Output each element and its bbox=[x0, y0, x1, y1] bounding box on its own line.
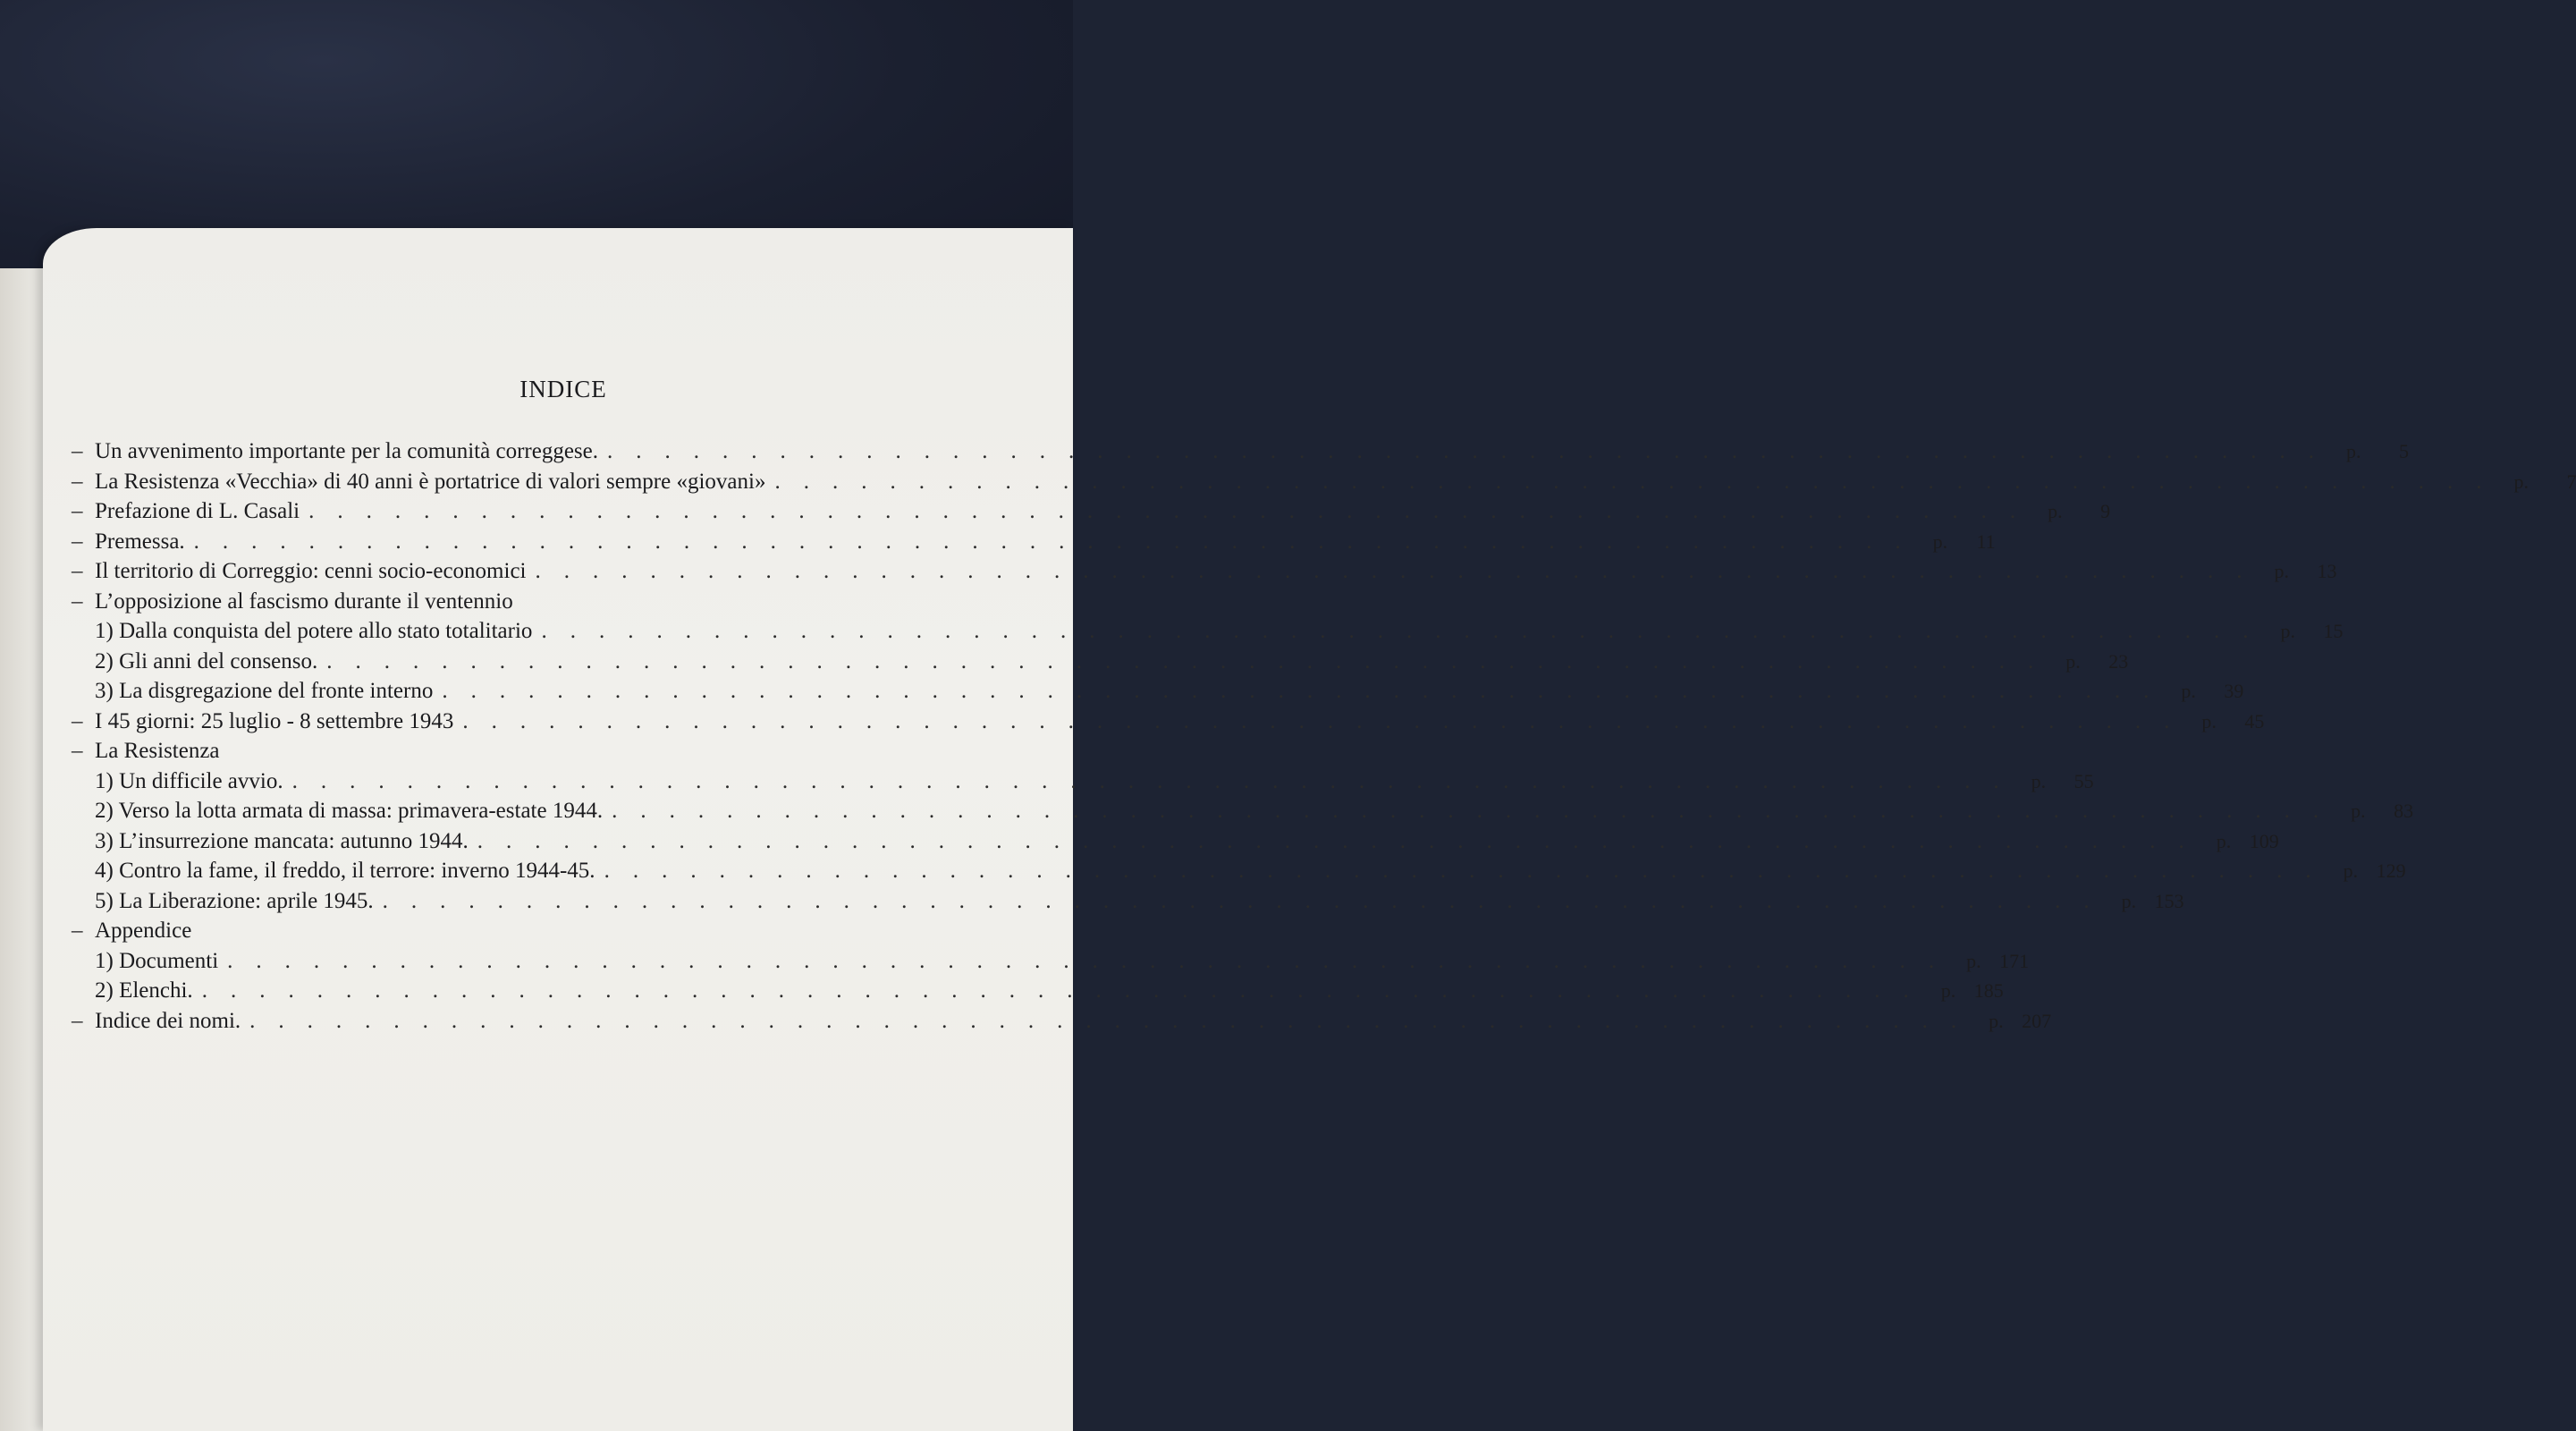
page-prefix: p. bbox=[2031, 769, 2047, 792]
dot-leader: ............................................................ bbox=[201, 978, 1932, 1003]
dot-leader: ............................................................ bbox=[193, 529, 1924, 554]
page-number: 55 bbox=[2073, 769, 2094, 792]
toc-entry bbox=[72, 948, 2030, 979]
entry-label: 1) Un difficile avvio. bbox=[95, 768, 283, 793]
page-prefix: p. bbox=[2216, 829, 2232, 852]
page-number: 45 bbox=[2244, 709, 2265, 732]
entry-label: Appendice bbox=[95, 919, 192, 943]
table-of-contents bbox=[72, 376, 2576, 1038]
dot-leader: ............................................................ bbox=[382, 888, 2113, 913]
entry-label: Premessa. bbox=[95, 529, 185, 554]
dot-leader: ............................................................ bbox=[541, 619, 2272, 643]
dot-leader: ............................................................ bbox=[326, 648, 2057, 673]
entry-label: 3) La disgregazione del fronte interno bbox=[95, 679, 434, 703]
entry-dash: – bbox=[72, 499, 83, 523]
page-reference bbox=[2122, 890, 2184, 913]
page-reference bbox=[1941, 979, 2004, 1003]
toc-entry bbox=[72, 469, 2576, 500]
toc-entry bbox=[72, 739, 1037, 769]
page-number: 15 bbox=[2323, 620, 2344, 642]
page-reference bbox=[2280, 620, 2343, 643]
entry-label: 2) Verso la lotta armata di massa: primavera-estate 1944. bbox=[95, 799, 604, 823]
entry-label: Indice dei nomi. bbox=[95, 1008, 241, 1033]
dot-leader: ............................................................ bbox=[227, 948, 1958, 973]
toc-title: INDICE bbox=[519, 376, 607, 402]
entry-label: 2) Elenchi. bbox=[95, 978, 193, 1003]
page-reference bbox=[2031, 770, 2094, 793]
entry-dash: – bbox=[72, 708, 83, 733]
page-number: 109 bbox=[2249, 829, 2279, 852]
dot-leader: ............................................................ bbox=[249, 1008, 1981, 1033]
entry-label: I 45 giorni: 25 luglio - 8 settembre 1943 bbox=[95, 708, 454, 733]
page-prefix: p. bbox=[2274, 560, 2289, 582]
page-prefix: p. bbox=[2343, 859, 2359, 882]
entry-dash: – bbox=[72, 559, 83, 583]
dot-leader: ............................................................ bbox=[308, 499, 2040, 523]
entry-dash: – bbox=[72, 529, 83, 554]
entry-dash: – bbox=[72, 739, 83, 763]
toc-entry bbox=[72, 828, 2279, 859]
entry-dash: – bbox=[72, 469, 83, 494]
page-prefix: p. bbox=[2280, 620, 2295, 642]
toc-entry bbox=[72, 888, 2184, 919]
entry-dash: – bbox=[72, 439, 83, 463]
dot-leader: ............................................................ bbox=[604, 859, 2335, 883]
toc-entry bbox=[72, 559, 2337, 589]
entry-label: 4) Contro la fame, il freddo, il terrore: inverno 1944-45. bbox=[95, 859, 595, 883]
page-prefix: p. bbox=[2513, 470, 2529, 493]
page-prefix: p. bbox=[2121, 889, 2137, 912]
page-prefix: p. bbox=[2048, 500, 2063, 522]
entry-label: 2) Gli anni del consenso. bbox=[95, 648, 318, 673]
page-number: 185 bbox=[1973, 979, 2004, 1002]
toc-entry bbox=[72, 1008, 2052, 1039]
toc-entry bbox=[72, 919, 1037, 949]
dot-leader: ............................................................ bbox=[607, 439, 2337, 463]
page-reference bbox=[2065, 650, 2128, 673]
page-number: 171 bbox=[1999, 949, 2030, 972]
page-reference bbox=[2351, 800, 2413, 823]
page-reference bbox=[2181, 680, 2243, 703]
dot-leader: ............................................................ bbox=[462, 708, 2193, 733]
entry-label: La Resistenza bbox=[95, 739, 220, 763]
entry-dash: – bbox=[72, 919, 83, 943]
page-number: 83 bbox=[2394, 800, 2414, 822]
page-reference bbox=[2513, 470, 2576, 494]
page-reference bbox=[1966, 950, 2029, 973]
entry-label: Un avvenimento importante per la comunità correggese. bbox=[95, 439, 598, 463]
page-number: 153 bbox=[2154, 889, 2184, 912]
page-prefix: p. bbox=[2201, 709, 2217, 732]
entry-label: 5) La Liberazione: aprile 1945. bbox=[95, 888, 374, 913]
page-reference bbox=[2201, 710, 2264, 733]
entry-label: L’opposizione al fascismo durante il ventennio bbox=[95, 588, 513, 614]
page-number: 11 bbox=[1976, 529, 1996, 553]
page-reference bbox=[2275, 560, 2337, 583]
page-number: 23 bbox=[2108, 649, 2129, 673]
toc-entry bbox=[72, 859, 2406, 889]
page-reference bbox=[1933, 530, 1996, 554]
page-reference bbox=[2217, 830, 2279, 853]
entry-label: 1) Dalla conquista del potere allo stato totalitario bbox=[95, 619, 533, 643]
dot-leader: ............................................................ bbox=[535, 559, 2266, 583]
page-number: 13 bbox=[2317, 560, 2337, 582]
dot-leader: ............................................................ bbox=[291, 768, 2023, 793]
page-number: 39 bbox=[2224, 680, 2244, 702]
page-prefix: p. bbox=[1932, 529, 1948, 553]
toc-entry bbox=[72, 679, 2244, 709]
toc-entry bbox=[72, 978, 2004, 1009]
page-number: 7 bbox=[2566, 470, 2576, 493]
page-prefix: p. bbox=[1940, 979, 1956, 1002]
toc-entry bbox=[72, 619, 2344, 649]
toc-entry bbox=[72, 799, 2414, 829]
page-reference bbox=[2048, 500, 2110, 523]
dot-leader: ............................................................ bbox=[442, 679, 2173, 703]
entry-label: Il territorio di Correggio: cenni socio-economici bbox=[95, 559, 527, 583]
page-number: 9 bbox=[2100, 500, 2111, 522]
toc-entry bbox=[72, 529, 1996, 560]
page-prefix: p. bbox=[2346, 440, 2361, 462]
page-number: 207 bbox=[2022, 1009, 2052, 1032]
page-reference bbox=[2346, 440, 2409, 463]
toc-entry bbox=[72, 499, 2111, 529]
toc-entry bbox=[72, 648, 2129, 680]
page-reference bbox=[1989, 1010, 2051, 1033]
page-prefix: p. bbox=[2065, 649, 2081, 673]
page-number: 5 bbox=[2399, 440, 2409, 462]
page-prefix: p. bbox=[2181, 680, 2196, 702]
entry-label: 3) L’insurrezione mancata: autunno 1944. bbox=[95, 828, 469, 853]
page-number: 129 bbox=[2376, 859, 2406, 882]
entry-label: 1) Documenti bbox=[95, 948, 219, 973]
page-prefix: p. bbox=[1966, 949, 1981, 972]
page-prefix: p. bbox=[2351, 800, 2366, 822]
entry-label: Prefazione di L. Casali bbox=[95, 499, 300, 523]
toc-entry bbox=[72, 439, 2409, 470]
dot-leader: ............................................................ bbox=[477, 828, 2208, 853]
toc-entry bbox=[72, 768, 2094, 800]
page-reference bbox=[2344, 859, 2406, 883]
entry-label: La Resistenza «Vecchia» di 40 anni è portatrice di valori sempre «giovani» bbox=[95, 469, 766, 494]
toc-entry bbox=[72, 708, 2265, 740]
dot-leader: ............................................................ bbox=[612, 799, 2343, 823]
page-prefix: p. bbox=[1989, 1009, 2004, 1032]
entry-dash: – bbox=[72, 588, 83, 614]
toc-list bbox=[72, 439, 2576, 1038]
entry-dash: – bbox=[72, 1008, 83, 1033]
dot-leader: ............................................................ bbox=[774, 469, 2505, 494]
toc-entry bbox=[72, 589, 1037, 620]
